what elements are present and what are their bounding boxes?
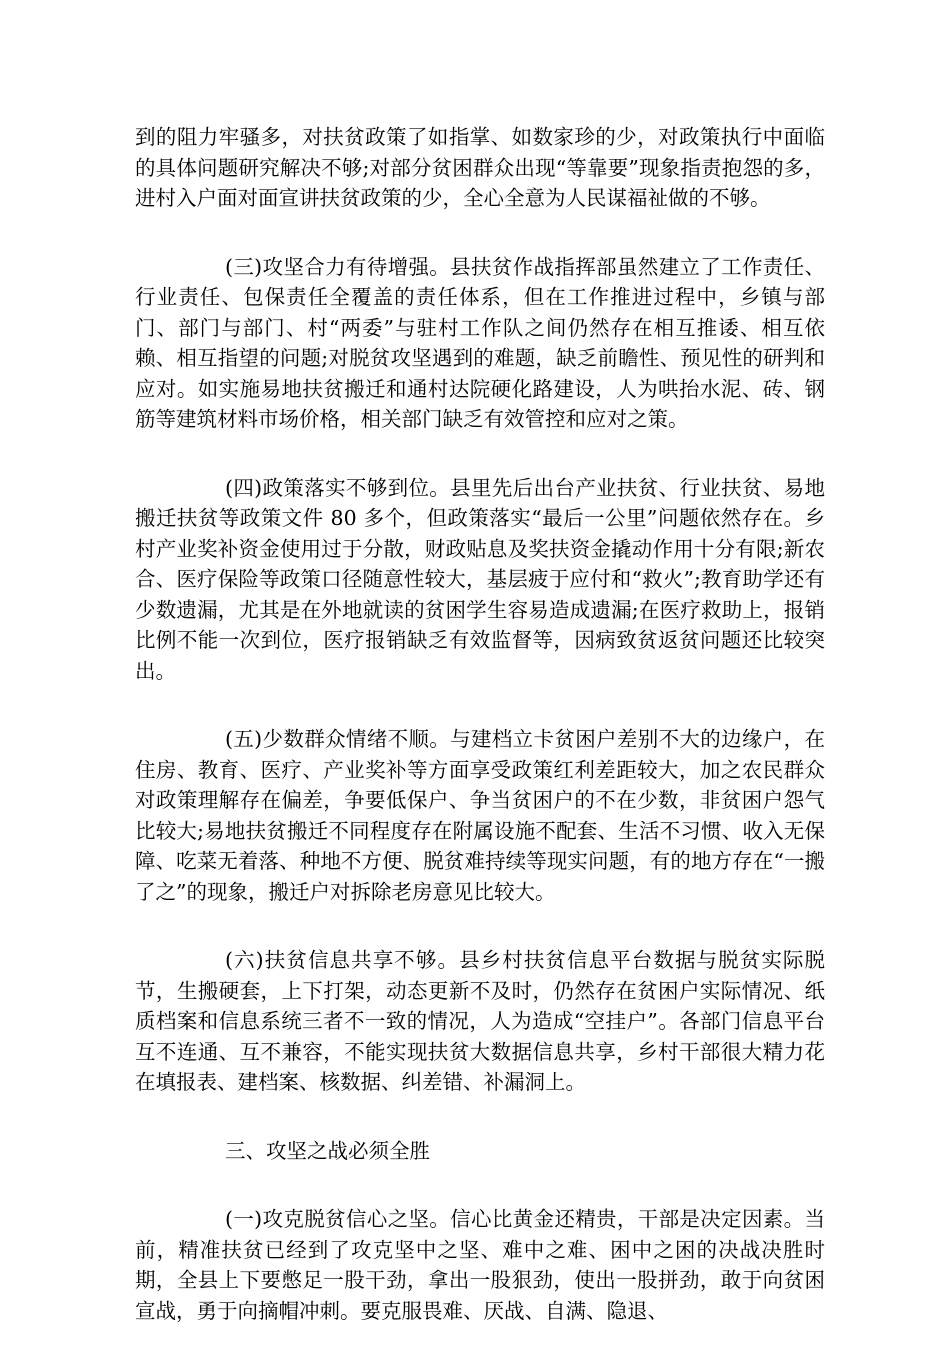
section-heading-three: 三、攻坚之战必须全胜 <box>225 1138 430 1163</box>
paragraph-section-four: (四)政策落实不够到位。县里先后出台产业扶贫、行业扶贫、易地搬迁扶贫等政策文件 80 多个，但政策落实“最后一公里”问题依然存在。乡村产业奖补资金使用过于分散，财政贴息及奖扶资金撬动作用十分有限;新农合、医疗保险等政策口径随意性较大，基层疲于应付和“救火”;教育助学还有少数遗漏，尤其是在外地就读的贫困学生容易造成遗漏;在医疗救助上，报销比例不能一次到位，医疗报销缺乏有效监督等，因病致贫返贫问题还比较突出。 <box>135 475 825 683</box>
paragraph-section-six: (六)扶贫信息共享不够。县乡村扶贫信息平台数据与脱贫实际脱节，生搬硬套，上下打架，动态更新不及时，仍然存在贫困户实际情况、纸质档案和信息系统三者不一致的情况，人为造成“空挂户”。各部门信息平台互不连通、互不兼容，不能实现扶贫大数据信息共享，乡村干部很大精力花在填报表、建档案、核数据、纠差错、补漏洞上。 <box>135 948 825 1094</box>
paragraph-subsection-one: (一)攻克脱贫信心之坚。信心比黄金还精贵，干部是决定因素。当前，精准扶贫已经到了攻克坚中之坚、难中之难、困中之困的决战决胜时期，全县上下要憋足一股干劲，拿出一股狠劲，使出一股拼劲，敢于向贫困宣战，勇于向摘帽冲刺。要克服畏难、厌战、自满、隐退、 <box>135 1207 825 1323</box>
paragraph-section-three: (三)攻坚合力有待增强。县扶贫作战指挥部虽然建立了工作责任、行业责任、包保责任全覆盖的责任体系，但在工作推进过程中，乡镇与部门、部门与部门、村“两委”与驻村工作队之间仍然存在相互推诿、相互依赖、相互指望的问题;对脱贫攻坚遇到的难题，缺乏前瞻性、预见性的研判和应对。如实施易地扶贫搬迁和通村达院硬化路建设，人为哄抬水泥、砖、钢筋等建筑材料市场价格，相关部门缺乏有效管控和应对之策。 <box>135 254 825 431</box>
paragraph-continuation: 到的阻力牢骚多，对扶贫政策了如指掌、如数家珍的少，对政策执行中面临的具体问题研究解决不够;对部分贫困群众出现“等靠要”现象指责抱怨的多，进村入户面对面宣讲扶贫政策的少，全心全意为人民谋福祉做的不够。 <box>135 125 825 210</box>
paragraph-section-five: (五)少数群众情绪不顺。与建档立卡贫困户差别不大的边缘户，在住房、教育、医疗、产业奖补等方面享受政策红利差距较大，加之农民群众对政策理解存在偏差，争要低保户、争当贫困户的不在少数，非贫困户怨气比较大;易地扶贫搬迁不同程度存在附属设施不配套、生活不习惯、收入无保障、吃菜无着落、种地不方便、脱贫难持续等现实问题，有的地方存在“一搬了之”的现象，搬迁户对拆除老房意见比较大。 <box>135 727 825 904</box>
document-body <box>135 122 825 1364</box>
